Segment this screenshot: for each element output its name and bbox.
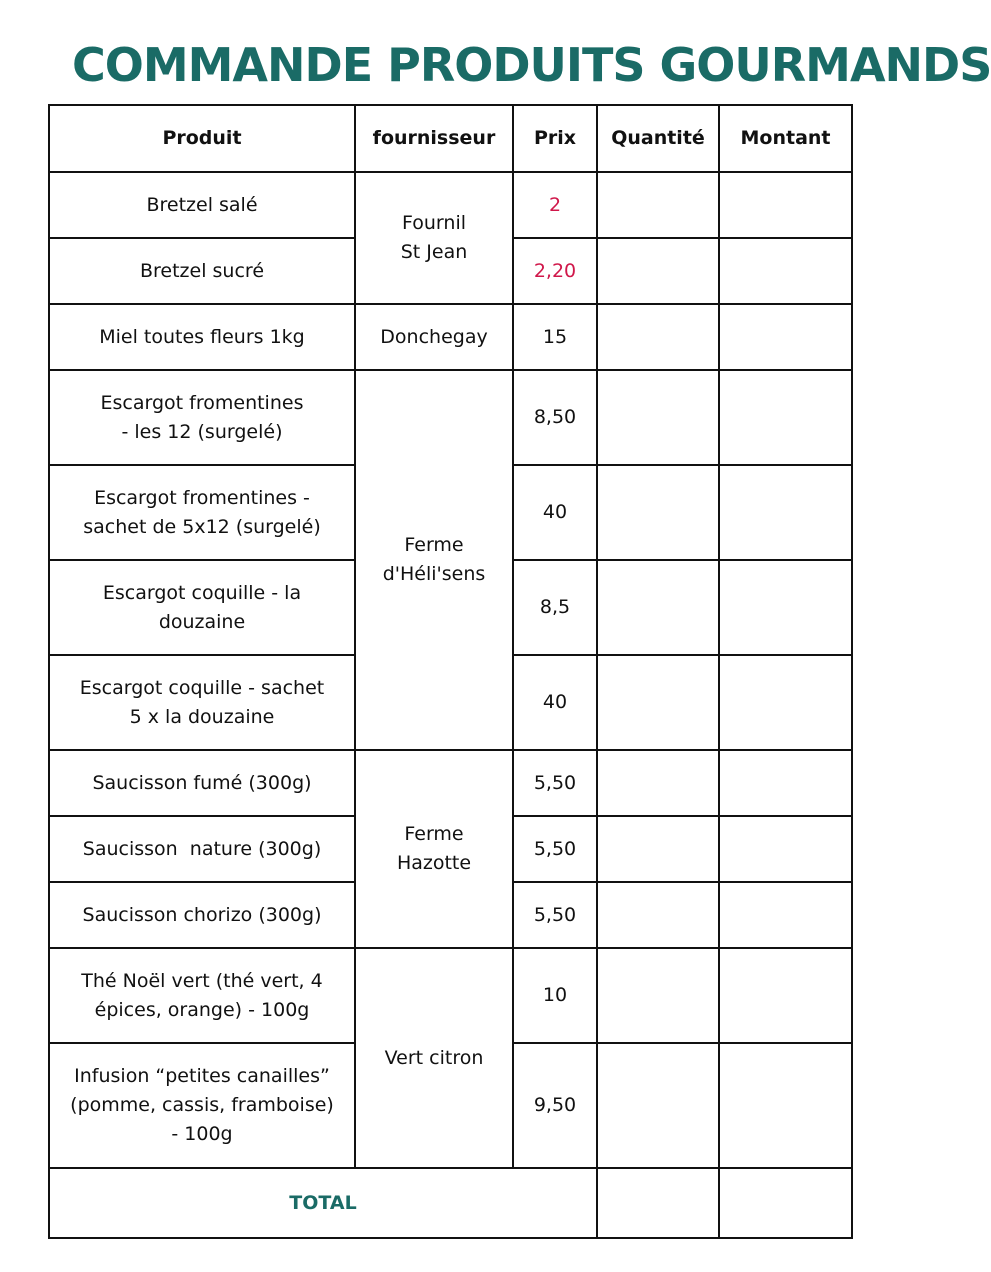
quantity-cell[interactable]	[597, 560, 719, 655]
page-title: COMMANDE PRODUITS GOURMANDS	[72, 38, 991, 92]
product-cell: Escargot coquille - sachet 5 x la douzaine	[49, 655, 355, 750]
quantity-cell[interactable]	[597, 465, 719, 560]
price-cell: 10	[513, 948, 597, 1043]
product-cell: Bretzel sucré	[49, 238, 355, 304]
table-row	[49, 750, 852, 816]
table-row	[49, 370, 852, 465]
price-cell: 5,50	[513, 816, 597, 882]
amount-cell[interactable]	[719, 750, 852, 816]
supplier-cell: Fournil St Jean	[355, 172, 513, 304]
supplier-cell: Donchegay	[355, 304, 513, 370]
amount-cell[interactable]	[719, 560, 852, 655]
quantity-cell[interactable]	[597, 816, 719, 882]
amount-cell[interactable]	[719, 948, 852, 1043]
price-cell: 40	[513, 465, 597, 560]
total-label: TOTAL	[49, 1168, 597, 1238]
product-cell: Bretzel salé	[49, 172, 355, 238]
quantity-cell[interactable]	[597, 750, 719, 816]
price-cell: 40	[513, 655, 597, 750]
quantity-cell[interactable]	[597, 1043, 719, 1168]
product-cell: Saucisson chorizo (300g)	[49, 882, 355, 948]
price-cell: 8,50	[513, 370, 597, 465]
product-cell: Escargot fromentines - les 12 (surgelé)	[49, 370, 355, 465]
product-cell: Saucisson nature (300g)	[49, 816, 355, 882]
header-produit: Produit	[49, 105, 355, 172]
quantity-cell[interactable]	[597, 304, 719, 370]
amount-cell[interactable]	[719, 172, 852, 238]
header-montant: Montant	[719, 105, 852, 172]
total-quantity-cell[interactable]	[597, 1168, 719, 1238]
header-row	[49, 105, 852, 172]
table-row	[49, 172, 852, 238]
price-cell: 2	[513, 172, 597, 238]
header-prix: Prix	[513, 105, 597, 172]
quantity-cell[interactable]	[597, 172, 719, 238]
table-row	[49, 948, 852, 1043]
amount-cell[interactable]	[719, 1043, 852, 1168]
product-cell: Infusion “petites canailles” (pomme, cassis, framboise) - 100g	[49, 1043, 355, 1168]
amount-cell[interactable]	[719, 238, 852, 304]
quantity-cell[interactable]	[597, 238, 719, 304]
amount-cell[interactable]	[719, 465, 852, 560]
product-cell: Escargot fromentines - sachet de 5x12 (surgelé)	[49, 465, 355, 560]
total-row	[49, 1168, 852, 1238]
table-row	[49, 304, 852, 370]
total-amount-cell[interactable]	[719, 1168, 852, 1238]
amount-cell[interactable]	[719, 882, 852, 948]
supplier-cell: Ferme Hazotte	[355, 750, 513, 948]
quantity-cell[interactable]	[597, 370, 719, 465]
price-cell: 5,50	[513, 750, 597, 816]
product-cell: Escargot coquille - la douzaine	[49, 560, 355, 655]
amount-cell[interactable]	[719, 655, 852, 750]
price-cell: 9,50	[513, 1043, 597, 1168]
supplier-cell: Vert citron	[355, 948, 513, 1168]
header-fournisseur: fournisseur	[355, 105, 513, 172]
price-cell: 15	[513, 304, 597, 370]
supplier-cell: Ferme d'Héli'sens	[355, 370, 513, 750]
quantity-cell[interactable]	[597, 882, 719, 948]
quantity-cell[interactable]	[597, 655, 719, 750]
amount-cell[interactable]	[719, 304, 852, 370]
amount-cell[interactable]	[719, 816, 852, 882]
quantity-cell[interactable]	[597, 948, 719, 1043]
price-cell: 8,5	[513, 560, 597, 655]
order-table	[48, 104, 853, 1239]
price-cell: 2,20	[513, 238, 597, 304]
price-cell: 5,50	[513, 882, 597, 948]
amount-cell[interactable]	[719, 370, 852, 465]
product-cell: Saucisson fumé (300g)	[49, 750, 355, 816]
product-cell: Miel toutes fleurs 1kg	[49, 304, 355, 370]
product-cell: Thé Noël vert (thé vert, 4 épices, orange) - 100g	[49, 948, 355, 1043]
header-quantite: Quantité	[597, 105, 719, 172]
